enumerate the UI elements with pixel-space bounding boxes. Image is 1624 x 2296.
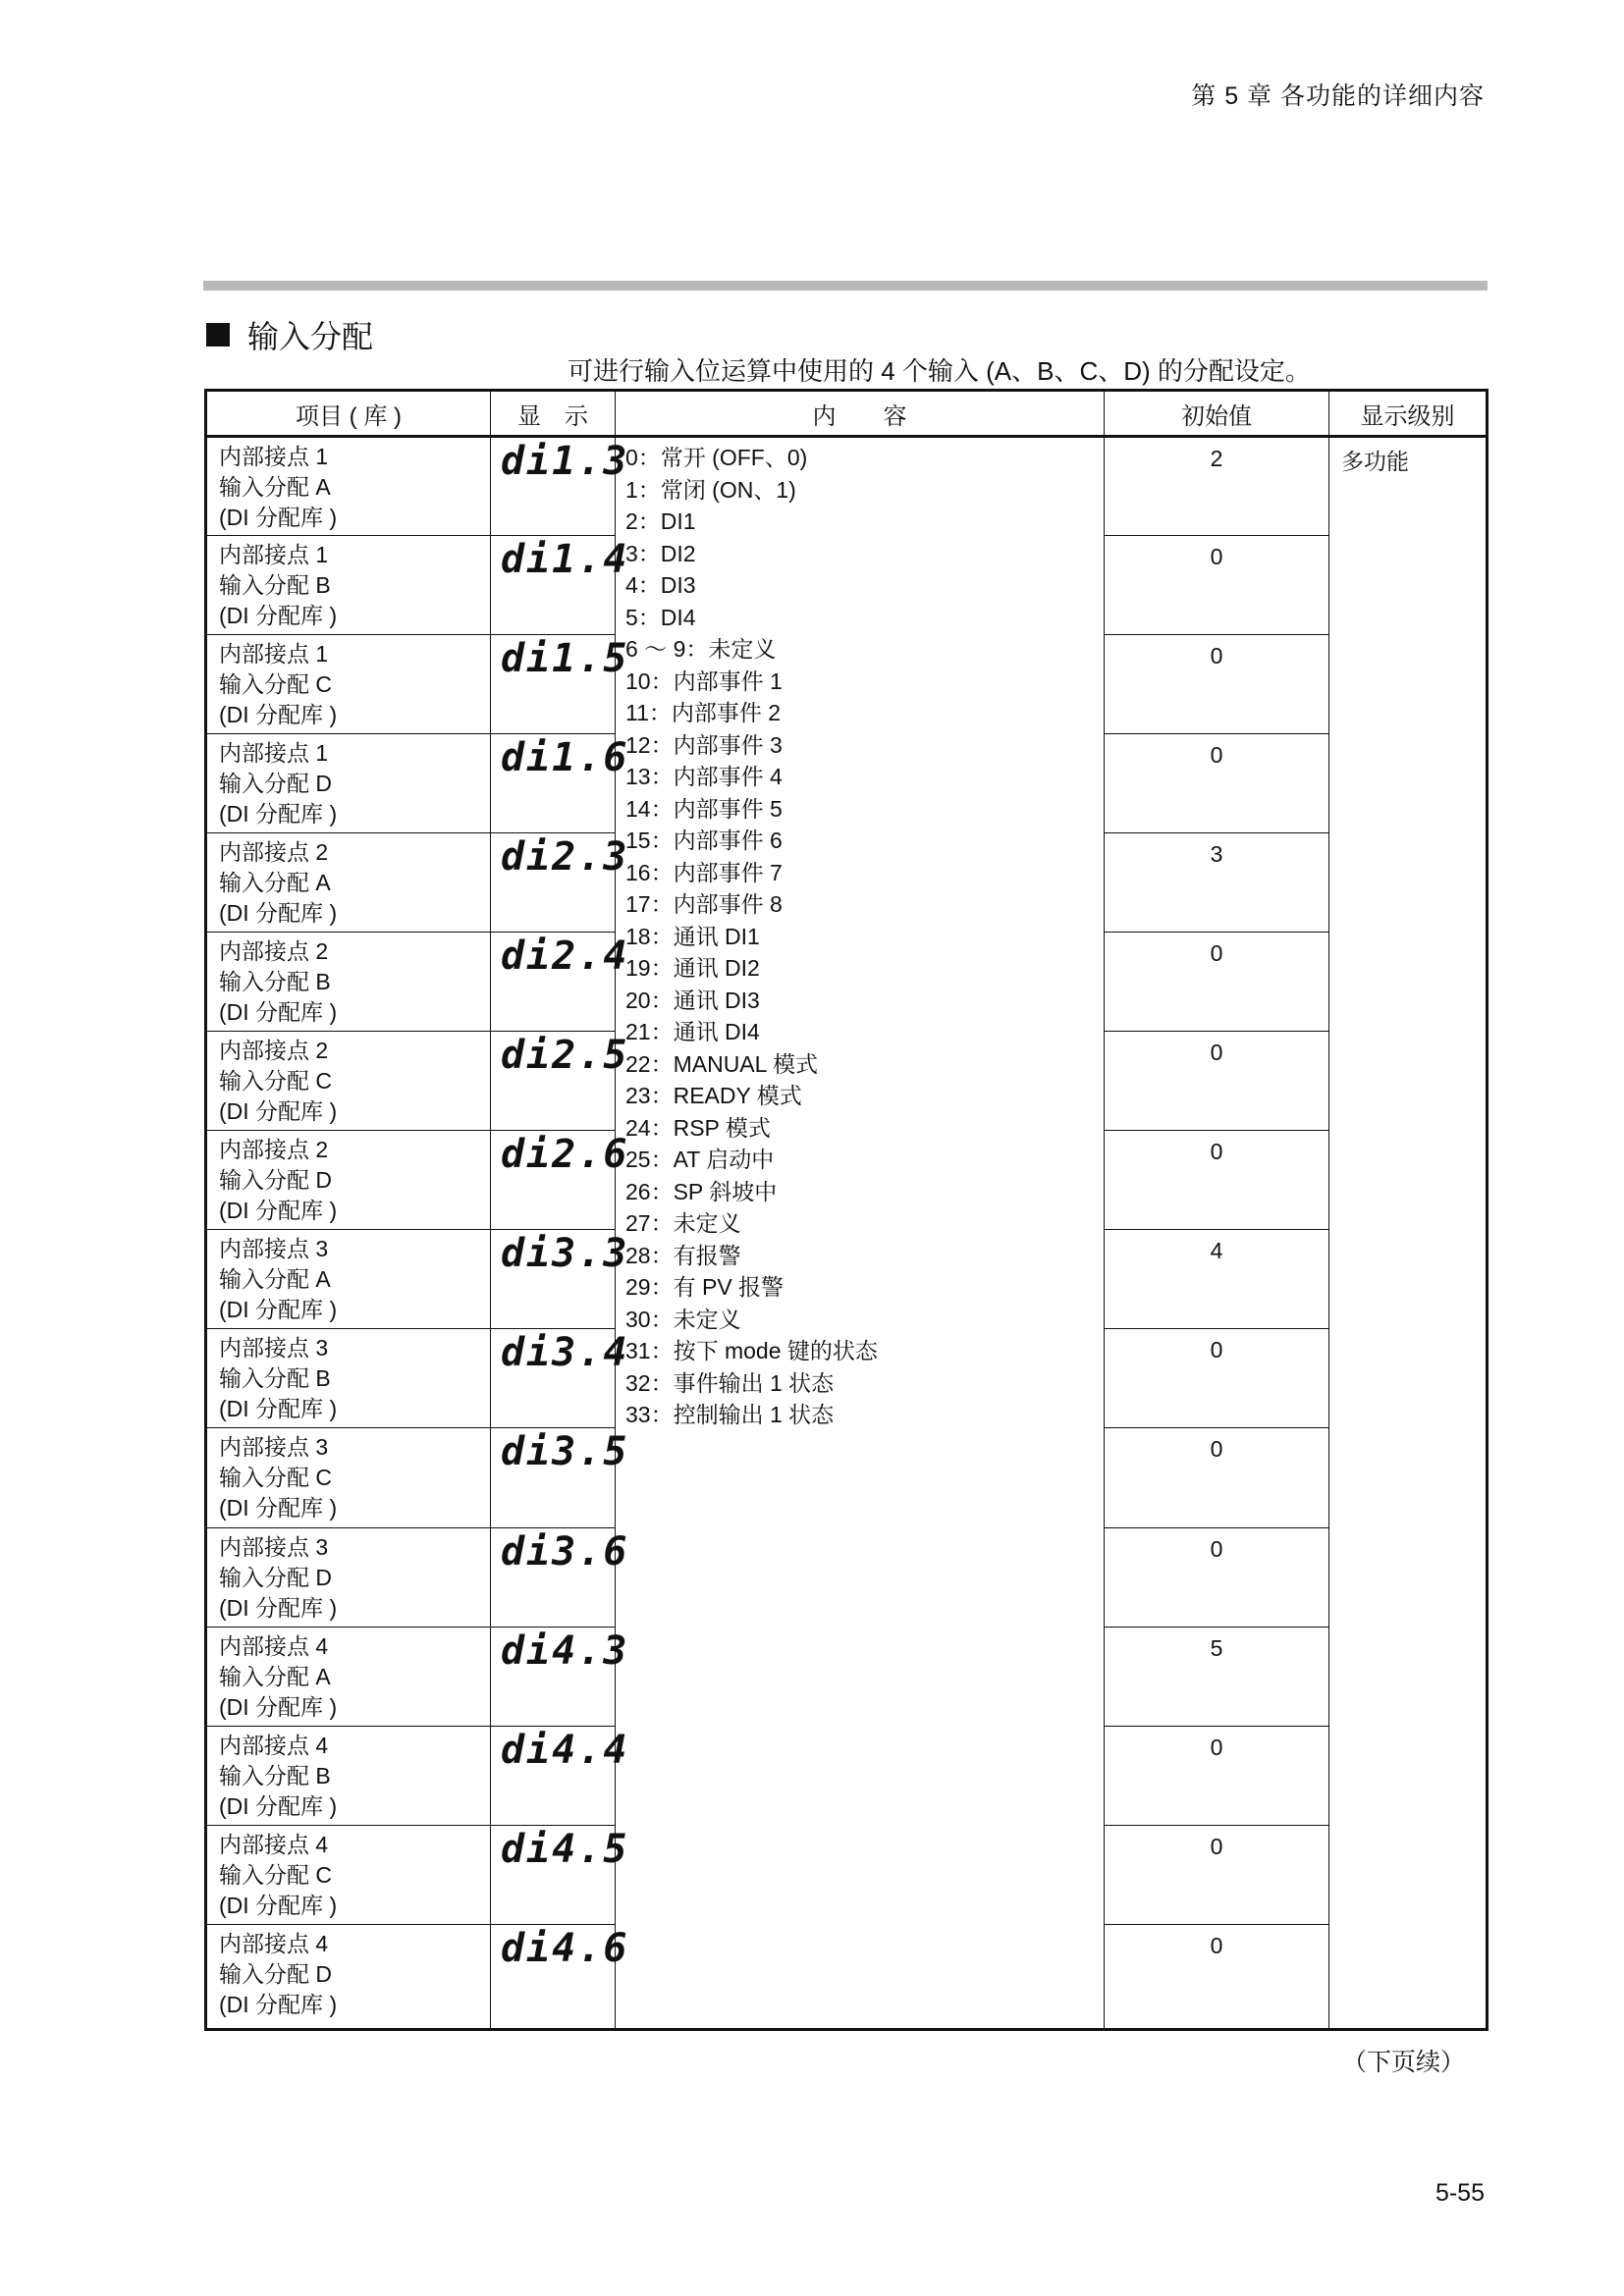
item-line1: 内部接点 4 xyxy=(219,1930,329,1956)
initial-value-cell: 0 xyxy=(1105,1825,1329,1924)
content-option: 13：内部事件 4 xyxy=(625,764,783,789)
display-level-cell: 多功能 xyxy=(1329,437,1488,2030)
content-option: 16：内部事件 7 xyxy=(625,859,783,885)
content-option: 25：AT 启动中 xyxy=(625,1147,775,1172)
item-line3: (DI 分配库 ) xyxy=(219,900,338,927)
item-line3: (DI 分配库 ) xyxy=(219,1396,338,1422)
column-header-item: 项目 ( 库 ) xyxy=(206,391,491,437)
item-line2: 输入分配 B xyxy=(219,1762,331,1789)
segment-display-code: di1.4 xyxy=(501,537,629,583)
item-line2: 输入分配 A xyxy=(219,474,331,500)
display-cell xyxy=(491,1527,629,1627)
item-line2: 输入分配 B xyxy=(219,572,331,599)
initial-value-cell: 3 xyxy=(1105,833,1329,933)
item-cell xyxy=(206,1131,491,1230)
initial-value-cell: 0 xyxy=(1105,1329,1329,1428)
display-cell xyxy=(491,1131,629,1230)
item-line3: (DI 分配库 ) xyxy=(219,1693,338,1720)
display-cell xyxy=(491,1627,629,1726)
item-cell xyxy=(206,1527,491,1627)
item-line1: 内部接点 3 xyxy=(219,1335,329,1362)
item-line1: 内部接点 4 xyxy=(219,1831,329,1857)
content-option: 19：通讯 DI2 xyxy=(625,955,760,981)
display-cell xyxy=(491,833,629,933)
initial-value-cell: 5 xyxy=(1105,1627,1329,1726)
column-header-display: 显 示 xyxy=(491,391,616,437)
item-cell xyxy=(206,536,491,635)
item-line2: 输入分配 C xyxy=(219,1068,332,1095)
initial-value-cell: 0 xyxy=(1105,1726,1329,1825)
content-option: 21：通讯 DI4 xyxy=(625,1019,760,1044)
content-option: 20：通讯 DI3 xyxy=(625,987,760,1013)
content-option: 32：事件输出 1 状态 xyxy=(625,1369,835,1396)
item-line1: 内部接点 2 xyxy=(219,1137,329,1163)
content-option: 22：MANUAL 模式 xyxy=(625,1050,818,1077)
content-option: 28：有报警 xyxy=(625,1242,741,1268)
item-line2: 输入分配 A xyxy=(219,1663,331,1689)
segment-display-code: di4.3 xyxy=(501,1628,629,1674)
item-line1: 内部接点 2 xyxy=(219,839,329,866)
item-cell xyxy=(206,635,491,734)
page-number: 5-55 xyxy=(1435,2179,1485,2207)
display-cell xyxy=(491,1726,629,1825)
content-option: 17：内部事件 8 xyxy=(625,891,783,917)
item-line3: (DI 分配库 ) xyxy=(219,801,338,828)
content-option: 30：未定义 xyxy=(625,1306,741,1332)
item-line3: (DI 分配库 ) xyxy=(219,505,338,530)
display-cell xyxy=(491,1428,629,1527)
content-option: 29：有 PV 报警 xyxy=(625,1274,785,1300)
segment-display-code: di2.3 xyxy=(501,834,629,881)
segment-display-code: di2.4 xyxy=(501,934,629,980)
item-line3: (DI 分配库 ) xyxy=(219,999,338,1026)
item-cell xyxy=(206,1329,491,1428)
item-line2: 输入分配 A xyxy=(219,1266,331,1293)
segment-display-code: di1.3 xyxy=(501,439,629,484)
item-line1: 内部接点 4 xyxy=(219,1632,329,1659)
item-line1: 内部接点 3 xyxy=(219,1533,329,1560)
display-cell xyxy=(491,1825,629,1924)
item-cell xyxy=(206,1428,491,1527)
initial-value-cell: 0 xyxy=(1105,1032,1329,1131)
display-cell xyxy=(491,1230,629,1329)
item-cell xyxy=(206,1230,491,1329)
item-cell xyxy=(206,437,491,536)
display-cell xyxy=(491,536,629,635)
display-cell xyxy=(491,1032,629,1131)
parameter-table xyxy=(204,389,1489,2031)
table-header-row xyxy=(206,391,1488,437)
column-header-level: 显示级别 xyxy=(1329,391,1488,437)
item-line1: 内部接点 3 xyxy=(219,1236,329,1262)
content-option: 15：内部事件 6 xyxy=(625,828,783,853)
segment-display-code: di4.4 xyxy=(501,1727,629,1773)
segment-display-code: di3.5 xyxy=(501,1429,629,1475)
content-option: 23：READY 模式 xyxy=(625,1083,802,1108)
initial-value-cell: 4 xyxy=(1105,1230,1329,1329)
continued-note: （下页续） xyxy=(1341,2049,1465,2076)
item-line2: 输入分配 C xyxy=(219,1861,332,1888)
item-line3: (DI 分配库 ) xyxy=(219,1792,338,1819)
content-option: 0：常开 (OFF、0) xyxy=(625,445,808,470)
content-option: 3：DI2 xyxy=(625,540,696,566)
item-cell xyxy=(206,1825,491,1924)
display-cell xyxy=(491,933,629,1032)
square-bullet-icon xyxy=(206,323,230,347)
section-title-text: 输入分配 xyxy=(247,319,374,354)
item-line1: 内部接点 1 xyxy=(219,641,329,667)
item-cell xyxy=(206,1924,491,2029)
item-line2: 输入分配 C xyxy=(219,671,332,698)
display-cell xyxy=(491,635,629,734)
item-line2: 输入分配 D xyxy=(219,771,332,797)
segment-display-code: di3.3 xyxy=(501,1231,629,1277)
item-line2: 输入分配 D xyxy=(219,1167,332,1194)
content-option: 6 ～ 9：未定义 xyxy=(625,636,777,662)
segment-display-code: di2.6 xyxy=(501,1132,629,1178)
item-line3: (DI 分配库 ) xyxy=(219,1495,338,1522)
content-option: 26：SP 斜坡中 xyxy=(625,1178,778,1204)
display-cell xyxy=(491,1329,629,1428)
content-option: 18：通讯 DI1 xyxy=(625,923,760,949)
display-cell xyxy=(491,1924,629,2029)
initial-value-cell: 0 xyxy=(1105,1924,1329,2029)
item-line1: 内部接点 3 xyxy=(219,1434,329,1461)
initial-value-cell: 0 xyxy=(1105,734,1329,833)
item-line3: (DI 分配库 ) xyxy=(219,1594,338,1621)
column-header-initial: 初始值 xyxy=(1105,391,1329,437)
item-line2: 输入分配 B xyxy=(219,1365,331,1392)
item-line1: 内部接点 2 xyxy=(219,938,329,965)
section-divider xyxy=(203,281,1488,291)
item-line3: (DI 分配库 ) xyxy=(219,1297,338,1323)
content-option: 11：内部事件 2 xyxy=(625,700,782,725)
initial-value-cell: 0 xyxy=(1105,635,1329,734)
content-option: 24：RSP 模式 xyxy=(625,1114,771,1141)
content-option: 5：DI4 xyxy=(625,604,696,630)
item-cell xyxy=(206,833,491,933)
content-option: 10：内部事件 1 xyxy=(625,667,783,694)
item-line3: (DI 分配库 ) xyxy=(219,1198,338,1224)
initial-value-cell: 0 xyxy=(1105,1131,1329,1230)
initial-value-cell: 2 xyxy=(1105,437,1329,536)
segment-display-code: di1.6 xyxy=(501,735,629,781)
item-line2: 输入分配 A xyxy=(219,870,331,896)
item-cell xyxy=(206,1032,491,1131)
item-line1: 内部接点 1 xyxy=(219,444,329,469)
display-cell xyxy=(491,734,629,833)
content-option: 27：未定义 xyxy=(625,1210,741,1236)
content-option: 31：按下 mode 键的状态 xyxy=(625,1338,878,1363)
content-option: 4：DI3 xyxy=(625,572,696,598)
item-line3: (DI 分配库 ) xyxy=(219,702,338,728)
segment-display-code: di4.6 xyxy=(501,1925,629,1971)
item-line3: (DI 分配库 ) xyxy=(219,1098,338,1125)
segment-display-code: di3.6 xyxy=(501,1528,629,1575)
content-options-cell xyxy=(616,437,1105,2030)
content-option: 1：常闭 (ON、1) xyxy=(625,476,796,503)
item-line2: 输入分配 D xyxy=(219,1564,332,1590)
item-line2: 输入分配 B xyxy=(219,969,331,995)
item-cell xyxy=(206,1627,491,1726)
display-cell xyxy=(491,437,629,536)
section-description: 可进行输入位运算中使用的 4 个输入 (A、B、C、D) 的分配设定。 xyxy=(568,356,1311,386)
initial-value-cell: 0 xyxy=(1105,536,1329,635)
item-line2: 输入分配 D xyxy=(219,1960,332,1987)
initial-value-cell: 0 xyxy=(1105,1428,1329,1527)
section-title xyxy=(206,312,373,357)
content-option: 2：DI1 xyxy=(625,508,696,534)
segment-display-code: di3.4 xyxy=(501,1330,629,1376)
item-line1: 内部接点 4 xyxy=(219,1732,329,1758)
item-line1: 内部接点 2 xyxy=(219,1038,329,1064)
column-header-content: 内 容 xyxy=(616,391,1105,437)
segment-display-code: di4.5 xyxy=(501,1826,629,1872)
item-line1: 内部接点 1 xyxy=(219,740,329,767)
content-option: 12：内部事件 3 xyxy=(625,731,783,758)
item-line3: (DI 分配库 ) xyxy=(219,1991,338,2017)
segment-display-code: di2.5 xyxy=(501,1033,629,1079)
item-cell xyxy=(206,933,491,1032)
item-cell xyxy=(206,1726,491,1825)
item-line1: 内部接点 1 xyxy=(219,542,329,568)
item-line3: (DI 分配库 ) xyxy=(219,603,338,629)
chapter-header: 第 5 章 各功能的详细内容 xyxy=(1191,82,1485,110)
initial-value-cell: 0 xyxy=(1105,933,1329,1032)
initial-value-cell: 0 xyxy=(1105,1527,1329,1627)
item-line2: 输入分配 C xyxy=(219,1465,332,1491)
content-option: 14：内部事件 5 xyxy=(625,795,783,822)
segment-display-code: di1.5 xyxy=(501,636,629,682)
table-row xyxy=(206,437,1488,536)
item-line3: (DI 分配库 ) xyxy=(219,1892,338,1918)
item-cell xyxy=(206,734,491,833)
content-option: 33：控制输出 1 状态 xyxy=(625,1402,835,1427)
